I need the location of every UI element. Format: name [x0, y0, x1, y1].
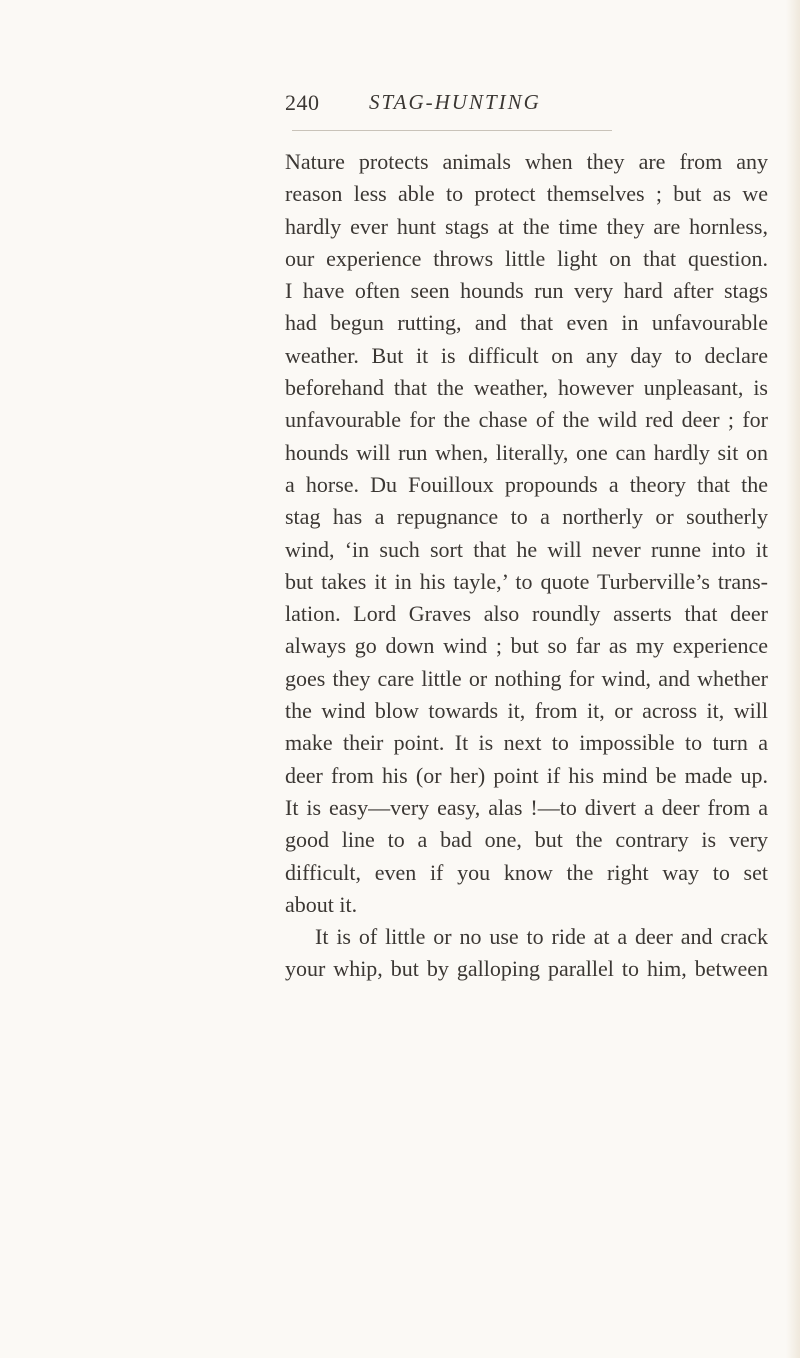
body-text [285, 146, 768, 986]
text-line: It is of little or no use to ride at a deer and crack [315, 924, 768, 950]
text-line: your whip, but by galloping parallel to him, between [285, 956, 768, 982]
text-line: beforehand that the weather, however unpleasant, is [285, 375, 768, 401]
text-line: always go down wind ; but so far as my experience [285, 633, 768, 659]
running-head [285, 90, 685, 122]
paragraph-2 [285, 921, 768, 986]
text-line: good line to a bad one, but the contrary is very [285, 827, 768, 853]
text-line: had begun rutting, and that even in unfavourable [285, 310, 768, 336]
text-line: Nature protects animals when they are from any [285, 149, 768, 174]
text-line: about it. [285, 891, 358, 917]
text-line: difficult, even if you know the right way to set [285, 859, 768, 885]
text-line: make their point. It is next to impossible to turn a [285, 730, 768, 756]
text-line: lation. Lord Graves also roundly asserts that deer [285, 601, 768, 627]
paragraph-1 [285, 146, 768, 921]
running-title: STAG-HUNTING [369, 90, 541, 114]
text-line: It is easy—very easy, alas !—to divert a deer from a [285, 794, 768, 820]
text-line: wind, ‘in such sort that he will never runne into it [285, 536, 768, 562]
text-line: hounds will run when, literally, one can hardly sit on [285, 439, 768, 465]
text-line: goes they care little or nothing for wind, and whether [285, 665, 768, 691]
text-line: reason less able to protect themselves ; but as we [285, 181, 768, 207]
page-number: 240 [285, 90, 320, 115]
text-line: weather. But it is difficult on any day to declare [285, 342, 768, 368]
text-line: I have often seen hounds run very hard after stags [285, 278, 768, 304]
text-line: hardly ever hunt stags at the time they are hornless, [285, 213, 768, 239]
text-line: the wind blow towards it, from it, or across it, will [285, 698, 768, 724]
text-line: deer from his (or her) point if his mind be made up. [285, 762, 768, 788]
text-line: but takes it in his tayle,’ to quote Turberville’s trans- [285, 568, 768, 594]
text-line: our experience throws little light on that question. [285, 245, 768, 271]
text-line: stag has a repugnance to a northerly or southerly [285, 504, 768, 530]
page-edge-shadow [786, 0, 800, 1358]
text-line: a horse. Du Fouilloux propounds a theory that the [285, 471, 768, 497]
text-line: unfavourable for the chase of the wild red deer ; for [285, 407, 768, 433]
header-rule [292, 130, 612, 131]
